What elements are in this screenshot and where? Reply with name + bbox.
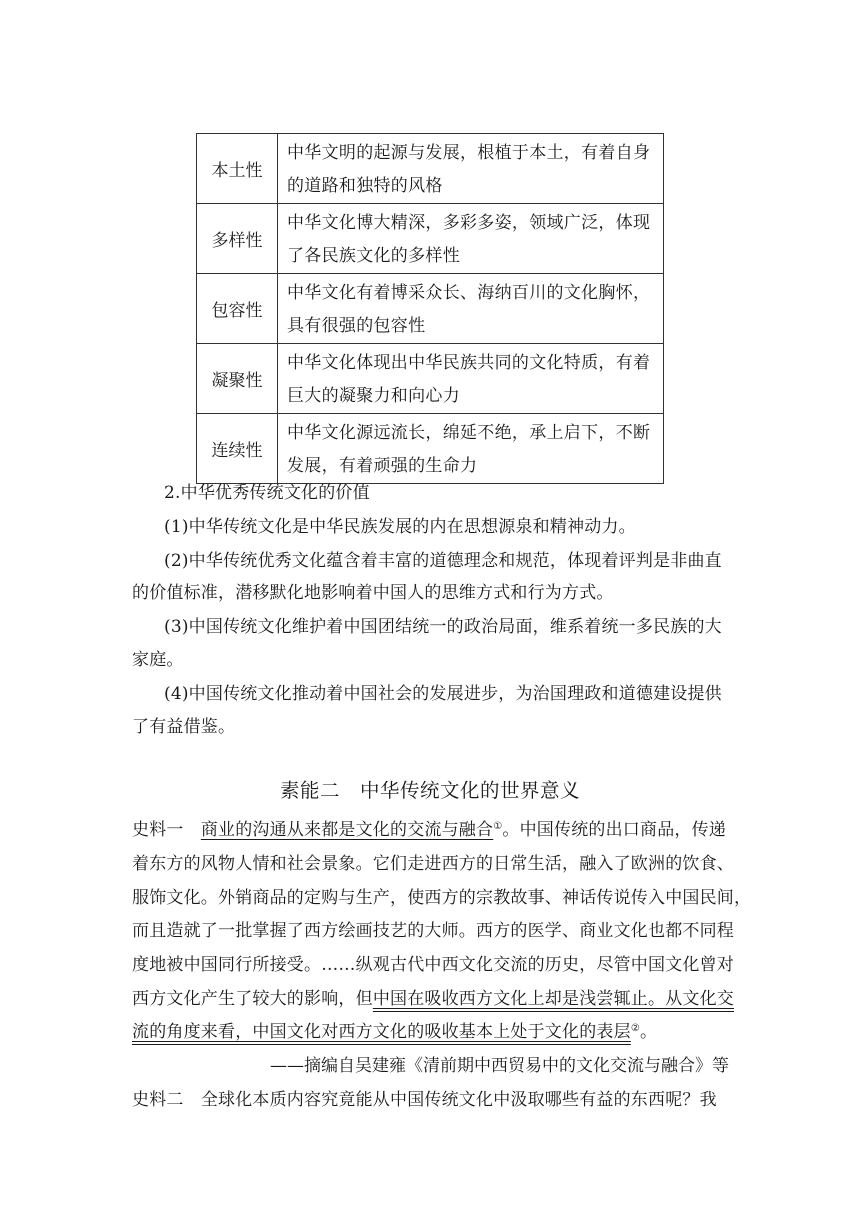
table-row: [197, 204, 664, 274]
description-line: 中华文明的起源与发展，根植于本土，有着自身: [287, 143, 651, 163]
underlined-text: 商业的沟通从来都是文化的交流与融合: [200, 820, 494, 840]
description-line: 巨大的凝聚力和向心力: [287, 386, 460, 406]
paragraph-4-line-2: 了有益借鉴。: [132, 717, 236, 737]
section-title: 2.中华优秀传统文化的价值: [164, 483, 370, 503]
description-line: 中华文化有着博采众长、海纳百川的文化胸怀，: [287, 283, 651, 303]
footnote-marker: ②: [630, 1023, 640, 1034]
footnote-marker: ①: [493, 821, 503, 832]
material-1-line-7: 流的角度来看，中国文化对西方文化的吸收基本上处于文化的表层②。: [132, 1022, 658, 1042]
material-1-line-3: 服饰文化。外销商品的定购与生产，使西方的宗教故事、神话传说传入中国民间，: [132, 888, 752, 908]
table-row: [197, 414, 664, 484]
table-row: [197, 344, 664, 414]
description-line: 具有很强的包容性: [287, 316, 426, 336]
trait-name-cell: 凝聚性: [197, 344, 278, 414]
material-1-label: 史料一: [132, 820, 184, 840]
trait-description-cell: [278, 344, 664, 414]
paragraph-2-line-1: (2)中华传统优秀文化蕴含着丰富的道德理念和规范，体现着评判是非曲直: [164, 551, 722, 571]
paragraph-2-line-2: 的价值标准，潜移默化地影响着中国人的思维方式和行为方式。: [132, 583, 614, 603]
material-1-line-6: 西方文化产生了较大的影响，但中国在吸收西方文化上却是浅尝辄止。从文化交: [132, 989, 735, 1009]
table-row: [197, 134, 664, 204]
material-2-label: 史料二: [132, 1090, 184, 1110]
material-1-line-2: 着东方的风物人情和社会景象。它们走进西方的日常生活，融入了欧洲的饮食、: [132, 854, 734, 874]
description-line: 中华文化博大精深，多彩多姿，领域广泛，体现: [287, 213, 651, 233]
paragraph-3-line-2: 家庭。: [132, 650, 184, 670]
paragraph-3-line-1: (3)中国传统文化维护着中国团结统一的政治局面，维系着统一多民族的大: [164, 617, 722, 637]
description-line: 了各民族文化的多样性: [287, 246, 460, 266]
trait-description-cell: [278, 204, 664, 274]
description-line: 的道路和独特的风格: [287, 176, 443, 196]
description-line: 发展，有着顽强的生命力: [287, 456, 478, 476]
trait-name-cell: 包容性: [197, 274, 278, 344]
trait-name-cell: 连续性: [197, 414, 278, 484]
material-1-line-4: 而且造就了一批掌握了西方绘画技艺的大师。西方的医学、商业文化也都不同程: [132, 921, 734, 941]
citation-source: ——摘编自吴建雍《清前期中西贸易中的文化交流与融合》等: [270, 1056, 729, 1076]
trait-name-cell: 本土性: [197, 134, 278, 204]
paragraph-1: (1)中华传统文化是中华民族发展的内在思想源泉和精神动力。: [164, 517, 636, 537]
trait-description-cell: [278, 274, 664, 344]
traits-table: [196, 133, 664, 484]
paragraph-4-line-1: (4)中国传统文化推动着中国社会的发展进步，为治国理政和道德建设提供: [164, 684, 722, 704]
double-underlined-text: 流的角度来看，中国文化对西方文化的吸收基本上处于文化的表层: [132, 1022, 631, 1042]
description-line: 中华文化源远流长，绵延不绝，承上启下，不断: [287, 423, 651, 443]
table-row: [197, 274, 664, 344]
material-1-line-5: 度地被中国同行所接受。……纵观古代中西文化交流的历史，尽管中国文化曾对: [132, 955, 734, 975]
double-underlined-text: 中国在吸收西方文化上却是浅尝辄止。从文化交: [372, 989, 735, 1009]
trait-name-cell: 多样性: [197, 204, 278, 274]
material-1-line-1: 史料一 商业的沟通从来都是文化的交流与融合①。中国传统的出口商品，传递: [132, 820, 726, 840]
description-line: 中华文化体现出中华民族共同的文化特质，有着: [287, 353, 651, 373]
trait-description-cell: [278, 134, 664, 204]
material-2-line-1: 史料二 全球化本质内容究竟能从中国传统文化中汲取哪些有益的东西呢？我: [132, 1090, 717, 1110]
trait-description-cell: [278, 414, 664, 484]
section-heading: 素能二 中华传统文化的世界意义: [279, 779, 580, 802]
